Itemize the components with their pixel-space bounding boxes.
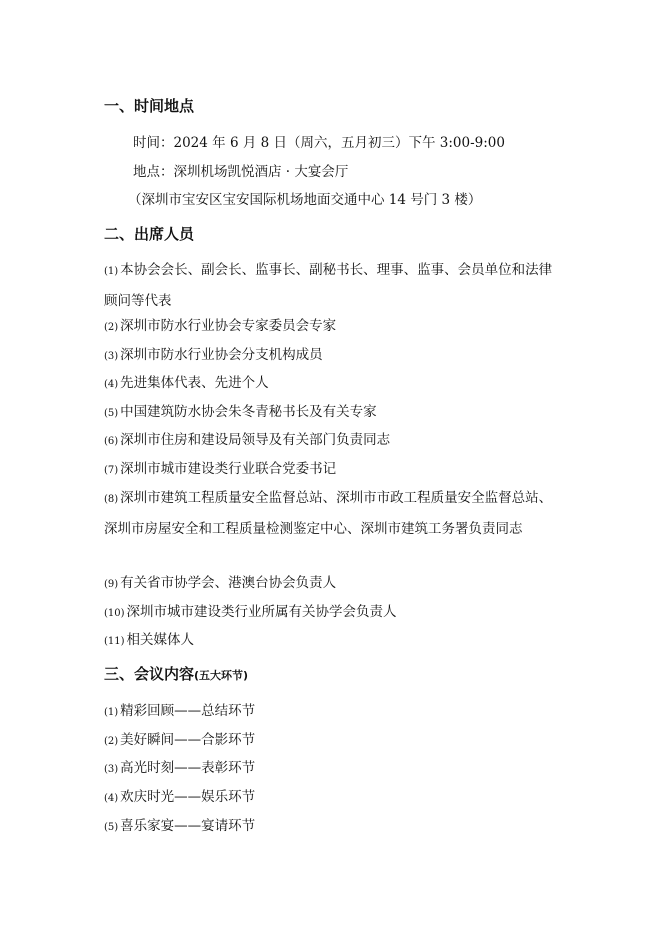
section-heading-agenda [104, 664, 248, 686]
list-item-text: 美好瞬间——合影环节 [120, 732, 256, 748]
list-item [104, 812, 564, 843]
list-item [104, 697, 564, 728]
list-item-number: (1) [104, 266, 119, 277]
list-item [104, 426, 564, 457]
list-item [104, 626, 564, 657]
event-address: （深圳市宝安区宝安国际机场地面交通中心 14 号门 3 楼） [128, 192, 482, 208]
list-item [104, 754, 564, 785]
list-item-number: (4) [104, 793, 119, 804]
list-item [104, 598, 564, 629]
list-item-number: (7) [104, 465, 119, 476]
list-item-number: (1) [104, 707, 119, 718]
section-heading-time-location: 一、时间地点 [104, 97, 195, 115]
list-item-text: 有关省市协学会、港澳台协会负责人 [120, 575, 337, 591]
list-item [104, 783, 564, 814]
event-location: 地点：深圳机场凯悦酒店 · 大宴会厅 [133, 164, 349, 180]
list-item-number: (3) [104, 351, 119, 362]
section-heading-agenda-title: 三、会议内容 [104, 665, 195, 683]
event-time: 时间：2024 年 6 月 8 日（周六，五月初三）下午 3:00-9:00 [133, 135, 505, 151]
list-item-text: 本协会会长、副会长、监事长、副秘书长、理事、监事、会员单位和法律顾问等代表 [104, 262, 553, 309]
list-item [104, 256, 564, 315]
list-item [104, 569, 564, 600]
list-item [104, 312, 564, 343]
list-item [104, 341, 564, 372]
list-item [104, 398, 564, 429]
list-item-number: (4) [104, 379, 119, 390]
list-item-number: (2) [104, 322, 119, 333]
list-item [104, 726, 564, 757]
list-item-number: (6) [104, 436, 119, 447]
list-item [104, 455, 564, 486]
list-item-text: 深圳市建筑工程质量安全监督总站、深圳市市政工程质量安全监督总站、深圳市房屋安全和工程质量检测鉴定中心、深圳市建筑工务署负责同志 [104, 490, 553, 537]
list-item-text: 欢庆时光——娱乐环节 [120, 789, 256, 805]
list-item-text: 深圳市住房和建设局领导及有关部门负责同志 [120, 432, 391, 448]
list-item-number: (9) [104, 579, 119, 590]
list-item-number: (8) [104, 494, 119, 505]
list-item-text: 深圳市防水行业协会专家委员会专家 [120, 318, 337, 334]
section-heading-attendees: 二、出席人员 [104, 225, 195, 243]
section-heading-agenda-subtitle: (五大环节) [194, 669, 249, 682]
list-item-number: (2) [104, 736, 119, 747]
list-item-number: (10) [104, 608, 125, 619]
list-item-text: 深圳市防水行业协会分支机构成员 [120, 347, 323, 363]
list-item-text: 喜乐家宴——宴请环节 [120, 818, 256, 834]
list-item-text: 深圳市城市建设类行业联合党委书记 [120, 461, 337, 477]
list-item [104, 369, 564, 400]
list-item-text: 高光时刻——表彰环节 [120, 760, 256, 776]
list-item-number: (3) [104, 764, 119, 775]
list-item-text: 相关媒体人 [126, 632, 195, 648]
list-item-text: 深圳市城市建设类行业所属有关协学会负责人 [126, 604, 397, 620]
list-item-number: (5) [104, 822, 119, 833]
list-item-text: 先进集体代表、先进个人 [120, 375, 269, 391]
list-item [104, 484, 564, 543]
list-item-text: 精彩回顾——总结环节 [120, 703, 256, 719]
list-item-number: (5) [104, 408, 119, 419]
list-item-number: (11) [104, 636, 125, 647]
list-item-text: 中国建筑防水协会朱冬青秘书长及有关专家 [120, 404, 377, 420]
